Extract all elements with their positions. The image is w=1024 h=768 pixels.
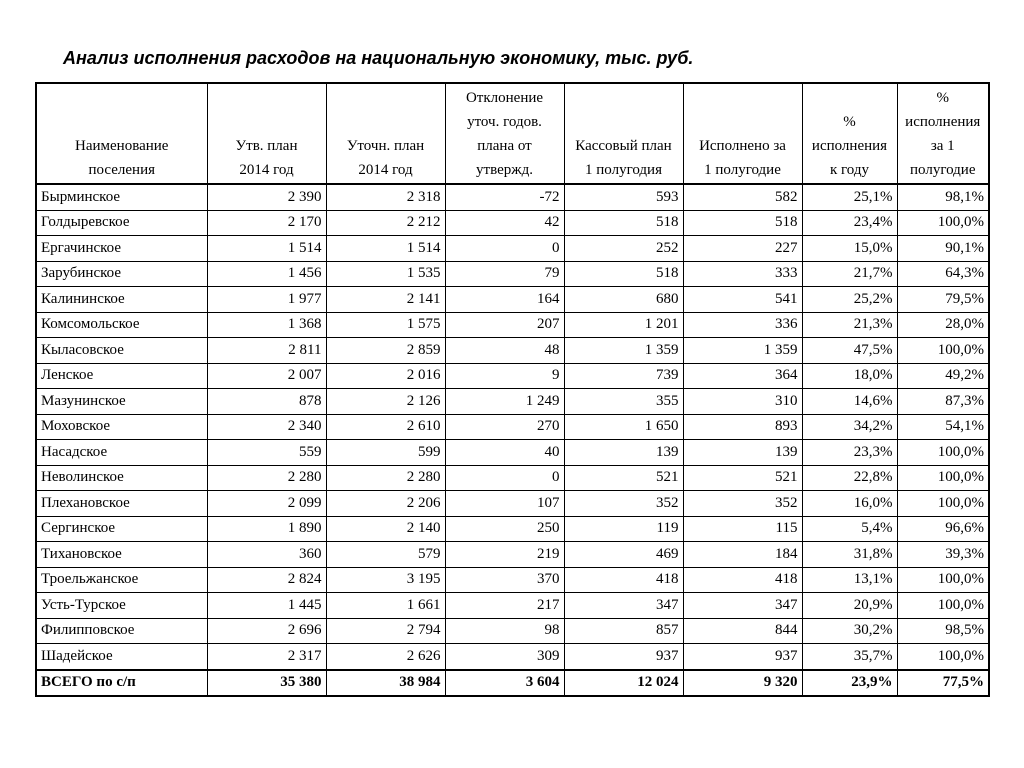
cash-plan-cell: 352: [564, 491, 683, 517]
percent-year-cell: 25,2%: [802, 287, 897, 313]
cash-plan-cell: 355: [564, 389, 683, 415]
settlement-name: Насадское: [36, 440, 207, 466]
total-approved-plan-cell: 35 380: [207, 670, 326, 697]
percent-half-cell: 49,2%: [897, 363, 989, 389]
table-row: [36, 287, 989, 313]
executed-cell: 139: [683, 440, 802, 466]
header-line: уточ. годов.: [467, 114, 542, 130]
cash-plan-cell: 1 201: [564, 312, 683, 338]
header-percent-year: [802, 83, 897, 184]
header-line: полугодие: [910, 162, 976, 178]
deviation-cell: 370: [445, 567, 564, 593]
percent-half-cell: 100,0%: [897, 593, 989, 619]
approved-plan-cell: 2 007: [207, 363, 326, 389]
executed-cell: 333: [683, 261, 802, 287]
approved-plan-cell: 2 170: [207, 210, 326, 236]
percent-year-cell: 31,8%: [802, 542, 897, 568]
revised-plan-cell: 2 626: [326, 644, 445, 670]
deviation-cell: 42: [445, 210, 564, 236]
executed-cell: 227: [683, 236, 802, 262]
table-row: [36, 261, 989, 287]
revised-plan-cell: 2 141: [326, 287, 445, 313]
percent-half-cell: 100,0%: [897, 567, 989, 593]
settlement-name: Моховское: [36, 414, 207, 440]
approved-plan-cell: 1 368: [207, 312, 326, 338]
percent-half-cell: 100,0%: [897, 465, 989, 491]
header-line: Исполнено за: [699, 138, 786, 154]
table-row: [36, 644, 989, 670]
revised-plan-cell: 1 535: [326, 261, 445, 287]
deviation-cell: 40: [445, 440, 564, 466]
deviation-cell: 9: [445, 363, 564, 389]
approved-plan-cell: 878: [207, 389, 326, 415]
total-deviation-cell: 3 604: [445, 670, 564, 697]
total-executed-cell: 9 320: [683, 670, 802, 697]
table-row: [36, 440, 989, 466]
cash-plan-cell: 1 650: [564, 414, 683, 440]
cash-plan-cell: 521: [564, 465, 683, 491]
executed-cell: 518: [683, 210, 802, 236]
approved-plan-cell: 2 696: [207, 618, 326, 644]
approved-plan-cell: 2 340: [207, 414, 326, 440]
cash-plan-cell: 739: [564, 363, 683, 389]
cash-plan-cell: 347: [564, 593, 683, 619]
settlement-name: Усть-Турское: [36, 593, 207, 619]
header-line: %: [843, 114, 856, 130]
percent-half-cell: 100,0%: [897, 440, 989, 466]
cash-plan-cell: 680: [564, 287, 683, 313]
header-line: плана от: [477, 138, 532, 154]
table-row: [36, 210, 989, 236]
total-row: [36, 670, 989, 697]
header-line: за 1: [930, 138, 955, 154]
percent-half-cell: 64,3%: [897, 261, 989, 287]
header-row: [36, 83, 989, 184]
header-line: поселения: [88, 162, 155, 178]
header-line: Отклонение: [465, 90, 544, 106]
cash-plan-cell: 1 359: [564, 338, 683, 364]
header-line: к году: [829, 162, 870, 178]
table-row: [36, 389, 989, 415]
settlement-name: Кыласовское: [36, 338, 207, 364]
header-line: 2014 год: [239, 162, 294, 178]
settlement-name: Мазунинское: [36, 389, 207, 415]
header-percent-half: [897, 83, 989, 184]
deviation-cell: 79: [445, 261, 564, 287]
revised-plan-cell: 2 140: [326, 516, 445, 542]
cash-plan-cell: 469: [564, 542, 683, 568]
percent-year-cell: 21,7%: [802, 261, 897, 287]
settlement-name: Сергинское: [36, 516, 207, 542]
settlement-name: Комсомольское: [36, 312, 207, 338]
header-line: исполнения: [811, 138, 888, 154]
percent-half-cell: 100,0%: [897, 210, 989, 236]
settlement-name: Калининское: [36, 287, 207, 313]
percent-year-cell: 15,0%: [802, 236, 897, 262]
percent-half-cell: 100,0%: [897, 644, 989, 670]
approved-plan-cell: 1 456: [207, 261, 326, 287]
percent-half-cell: 28,0%: [897, 312, 989, 338]
percent-half-cell: 39,3%: [897, 542, 989, 568]
cash-plan-cell: 418: [564, 567, 683, 593]
percent-half-cell: 79,5%: [897, 287, 989, 313]
executed-cell: 844: [683, 618, 802, 644]
percent-half-cell: 100,0%: [897, 338, 989, 364]
revised-plan-cell: 2 318: [326, 184, 445, 210]
executed-cell: 521: [683, 465, 802, 491]
approved-plan-cell: 559: [207, 440, 326, 466]
percent-year-cell: 21,3%: [802, 312, 897, 338]
table-row: [36, 465, 989, 491]
settlement-name: Неволинское: [36, 465, 207, 491]
revised-plan-cell: 2 016: [326, 363, 445, 389]
header-line: Уточн. план: [346, 138, 425, 154]
executed-cell: 347: [683, 593, 802, 619]
table-row: [36, 338, 989, 364]
deviation-cell: 48: [445, 338, 564, 364]
cash-plan-cell: 518: [564, 261, 683, 287]
settlement-name: Шадейское: [36, 644, 207, 670]
approved-plan-cell: 2 317: [207, 644, 326, 670]
settlement-name: Ергачинское: [36, 236, 207, 262]
approved-plan-cell: 1 977: [207, 287, 326, 313]
total-label: ВСЕГО по с/п: [36, 670, 207, 697]
total-percent-half-cell: 77,5%: [897, 670, 989, 697]
total-revised-plan-cell: 38 984: [326, 670, 445, 697]
table-row: [36, 567, 989, 593]
settlement-name: Голдыревское: [36, 210, 207, 236]
cash-plan-cell: 139: [564, 440, 683, 466]
cash-plan-cell: 518: [564, 210, 683, 236]
table-row: [36, 312, 989, 338]
percent-year-cell: 23,3%: [802, 440, 897, 466]
percent-year-cell: 23,4%: [802, 210, 897, 236]
deviation-cell: 0: [445, 465, 564, 491]
percent-year-cell: 5,4%: [802, 516, 897, 542]
approved-plan-cell: 1 445: [207, 593, 326, 619]
deviation-cell: 219: [445, 542, 564, 568]
total-percent-year-cell: 23,9%: [802, 670, 897, 697]
percent-year-cell: 20,9%: [802, 593, 897, 619]
table-row: [36, 542, 989, 568]
executed-cell: 310: [683, 389, 802, 415]
executed-cell: 336: [683, 312, 802, 338]
executed-cell: 893: [683, 414, 802, 440]
percent-half-cell: 100,0%: [897, 491, 989, 517]
deviation-cell: 250: [445, 516, 564, 542]
header-line: исполнения: [905, 114, 981, 130]
revised-plan-cell: 1 514: [326, 236, 445, 262]
header-line: 2014 год: [358, 162, 413, 178]
header-line: утвержд.: [476, 162, 533, 178]
total-cash-plan-cell: 12 024: [564, 670, 683, 697]
header-deviation: [445, 83, 564, 184]
revised-plan-cell: 2 859: [326, 338, 445, 364]
approved-plan-cell: 2 824: [207, 567, 326, 593]
revised-plan-cell: 599: [326, 440, 445, 466]
executed-cell: 541: [683, 287, 802, 313]
settlement-name: Тихановское: [36, 542, 207, 568]
settlement-name: Троельжанское: [36, 567, 207, 593]
table-row: [36, 363, 989, 389]
approved-plan-cell: 2 390: [207, 184, 326, 210]
percent-year-cell: 34,2%: [802, 414, 897, 440]
cash-plan-cell: 937: [564, 644, 683, 670]
table-row: [36, 618, 989, 644]
approved-plan-cell: 1 890: [207, 516, 326, 542]
percent-year-cell: 16,0%: [802, 491, 897, 517]
revised-plan-cell: 2 212: [326, 210, 445, 236]
header-revised-plan: [326, 83, 445, 184]
settlement-name: Зарубинское: [36, 261, 207, 287]
settlement-name: Плехановское: [36, 491, 207, 517]
table-row: [36, 184, 989, 210]
executed-cell: 937: [683, 644, 802, 670]
deviation-cell: 164: [445, 287, 564, 313]
executed-cell: 184: [683, 542, 802, 568]
expenditure-table: [35, 82, 990, 697]
page-title: Анализ исполнения расходов на национальную экономику, тыс. руб.: [63, 48, 694, 68]
header-line: Кассовый план: [575, 138, 672, 154]
deviation-cell: 309: [445, 644, 564, 670]
table-row: [36, 236, 989, 262]
revised-plan-cell: 2 126: [326, 389, 445, 415]
header-line: 1 полугодия: [585, 162, 662, 178]
percent-half-cell: 87,3%: [897, 389, 989, 415]
header-settlement-name: [36, 83, 207, 184]
percent-year-cell: 47,5%: [802, 338, 897, 364]
deviation-cell: 217: [445, 593, 564, 619]
deviation-cell: 0: [445, 236, 564, 262]
revised-plan-cell: 579: [326, 542, 445, 568]
executed-cell: 115: [683, 516, 802, 542]
approved-plan-cell: 1 514: [207, 236, 326, 262]
executed-cell: 582: [683, 184, 802, 210]
cash-plan-cell: 119: [564, 516, 683, 542]
revised-plan-cell: 2 280: [326, 465, 445, 491]
deviation-cell: 207: [445, 312, 564, 338]
cash-plan-cell: 252: [564, 236, 683, 262]
cash-plan-cell: 593: [564, 184, 683, 210]
table-header: [36, 83, 989, 184]
percent-half-cell: 98,1%: [897, 184, 989, 210]
revised-plan-cell: 2 206: [326, 491, 445, 517]
executed-cell: 364: [683, 363, 802, 389]
executed-cell: 418: [683, 567, 802, 593]
header-approved-plan: [207, 83, 326, 184]
percent-year-cell: 18,0%: [802, 363, 897, 389]
deviation-cell: 107: [445, 491, 564, 517]
table-row: [36, 491, 989, 517]
percent-year-cell: 25,1%: [802, 184, 897, 210]
revised-plan-cell: 2 610: [326, 414, 445, 440]
percent-half-cell: 96,6%: [897, 516, 989, 542]
approved-plan-cell: 2 811: [207, 338, 326, 364]
revised-plan-cell: 1 575: [326, 312, 445, 338]
settlement-name: Ленское: [36, 363, 207, 389]
executed-cell: 352: [683, 491, 802, 517]
revised-plan-cell: 3 195: [326, 567, 445, 593]
deviation-cell: 270: [445, 414, 564, 440]
table-row: [36, 593, 989, 619]
header-executed: [683, 83, 802, 184]
revised-plan-cell: 2 794: [326, 618, 445, 644]
percent-half-cell: 90,1%: [897, 236, 989, 262]
table-row: [36, 414, 989, 440]
percent-year-cell: 13,1%: [802, 567, 897, 593]
deviation-cell: 98: [445, 618, 564, 644]
header-line: Наименование: [75, 138, 169, 154]
percent-year-cell: 30,2%: [802, 618, 897, 644]
percent-half-cell: 54,1%: [897, 414, 989, 440]
settlement-name: Филипповское: [36, 618, 207, 644]
cash-plan-cell: 857: [564, 618, 683, 644]
approved-plan-cell: 2 099: [207, 491, 326, 517]
header-line: Утв. план: [235, 138, 298, 154]
approved-plan-cell: 2 280: [207, 465, 326, 491]
deviation-cell: -72: [445, 184, 564, 210]
percent-half-cell: 98,5%: [897, 618, 989, 644]
header-line: 1 полугодие: [704, 162, 781, 178]
percent-year-cell: 22,8%: [802, 465, 897, 491]
approved-plan-cell: 360: [207, 542, 326, 568]
percent-year-cell: 14,6%: [802, 389, 897, 415]
percent-year-cell: 35,7%: [802, 644, 897, 670]
revised-plan-cell: 1 661: [326, 593, 445, 619]
table-row: [36, 516, 989, 542]
header-cash-plan: [564, 83, 683, 184]
executed-cell: 1 359: [683, 338, 802, 364]
deviation-cell: 1 249: [445, 389, 564, 415]
header-line: %: [936, 90, 949, 106]
settlement-name: Бырминское: [36, 184, 207, 210]
table-body: [36, 184, 989, 696]
